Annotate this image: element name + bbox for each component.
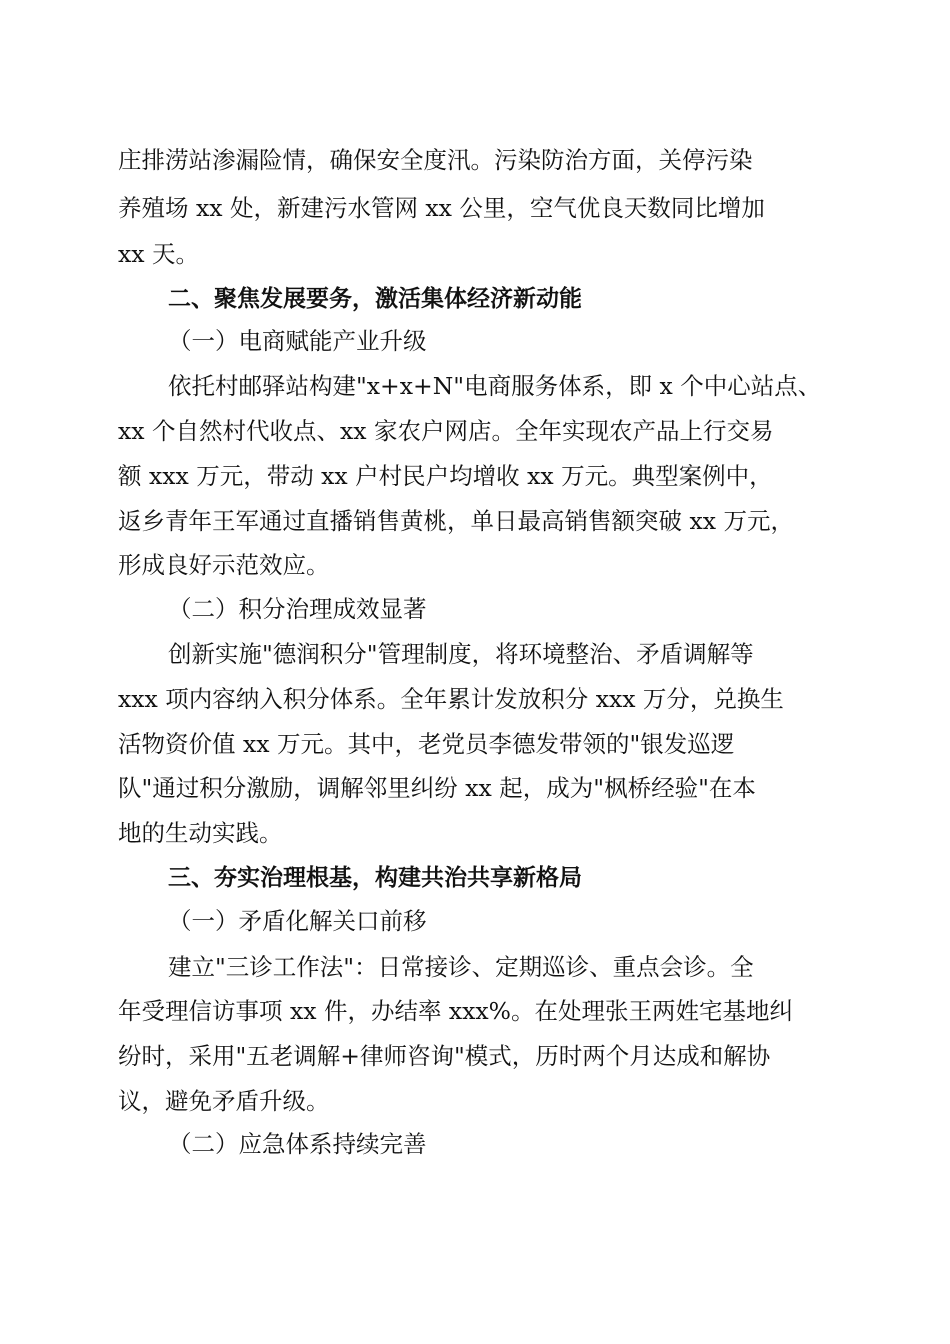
body-text-line: xxx 项内容纳入积分体系。全年累计发放积分 xxx 万分，兑换生 <box>118 685 784 713</box>
body-text-line: 地的生动实践。 <box>118 819 283 847</box>
section-heading: 二、聚焦发展要务，激活集体经济新动能 <box>168 286 582 312</box>
body-text-line: 返乡青年王军通过直播销售黄桃，单日最高销售额突破 xx 万元， <box>118 507 794 535</box>
body-text-line: 活物资价值 xx 万元。其中，老党员李德发带领的"银发巡逻 <box>118 730 735 758</box>
paragraph-first-line: 依托村邮驿站构建"x+x+N"电商服务体系，即 x 个中心站点、 <box>168 372 822 400</box>
subsection-heading: （二）积分治理成效显著 <box>168 595 427 623</box>
body-text-line: xx 个自然村代收点、xx 家农户网店。全年实现农产品上行交易 <box>118 417 774 445</box>
body-text-line: 额 xxx 万元，带动 xx 户村民户均增收 xx 万元。典型案例中， <box>118 462 773 490</box>
body-text-line: 养殖场 xx 处，新建污水管网 xx 公里，空气优良天数同比增加 <box>118 194 765 222</box>
body-text-line: 队"通过积分激励，调解邻里纠纷 xx 起，成为"枫桥经验"在本 <box>118 774 756 802</box>
subsection-heading: （二）应急体系持续完善 <box>168 1130 427 1158</box>
body-text-line: 年受理信访事项 xx 件，办结率 xxx%。在处理张王两姓宅基地纠 <box>118 997 794 1025</box>
body-text-line: 庄排涝站渗漏险情，确保安全度汛。污染防治方面，关停污染 <box>118 146 753 174</box>
body-text-line: 形成良好示范效应。 <box>118 551 330 579</box>
body-text-line: 纷时，采用"五老调解+律师咨询"模式，历时两个月达成和解协 <box>118 1042 771 1070</box>
body-text-line: 议，避免矛盾升级。 <box>118 1087 330 1115</box>
subsection-heading: （一）矛盾化解关口前移 <box>168 907 427 935</box>
subsection-heading: （一）电商赋能产业升级 <box>168 327 427 355</box>
paragraph-first-line: 创新实施"德润积分"管理制度，将环境整治、矛盾调解等 <box>168 640 754 668</box>
body-text-line: xx 天。 <box>118 240 199 268</box>
paragraph-first-line: 建立"三诊工作法"：日常接诊、定期巡诊、重点会诊。全 <box>168 953 754 981</box>
section-heading: 三、夯实治理根基，构建共治共享新格局 <box>168 865 582 891</box>
